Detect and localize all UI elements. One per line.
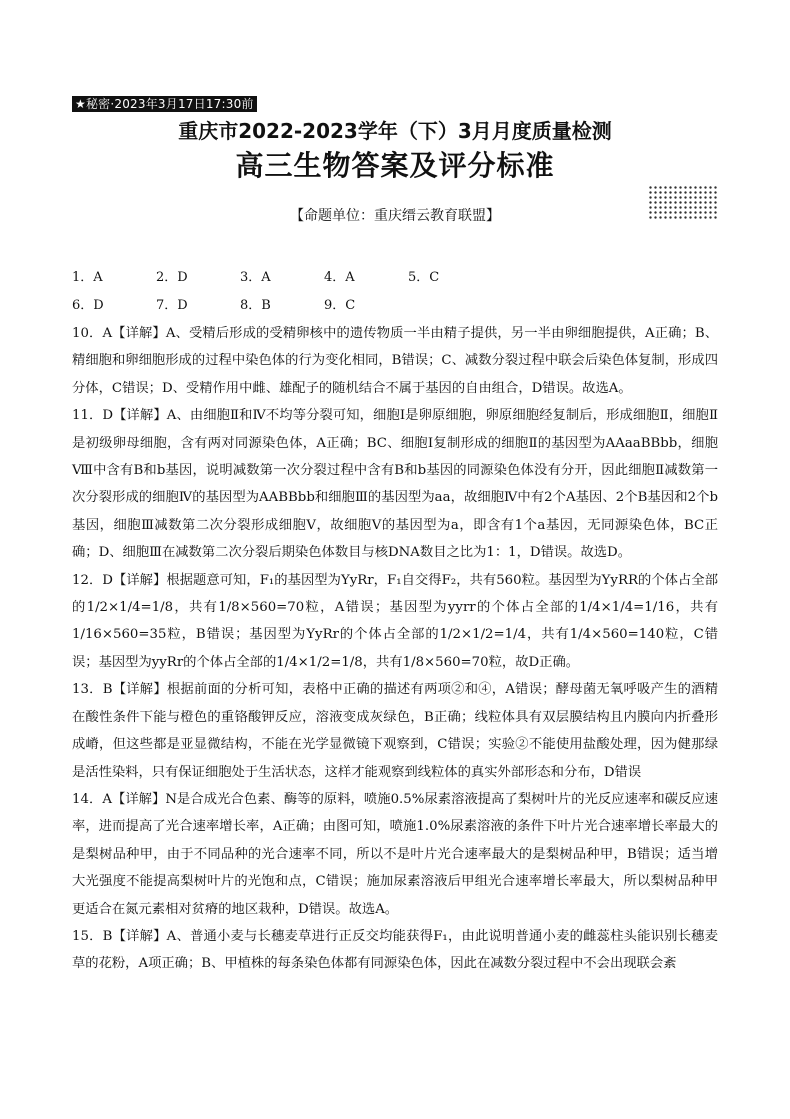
answer-row-1 bbox=[72, 264, 492, 292]
answer-item: 9．C bbox=[324, 298, 356, 313]
answer-item: 7．D bbox=[156, 298, 188, 313]
answer-item: 4．A bbox=[324, 270, 355, 285]
answer-item: 6．D bbox=[72, 298, 104, 313]
explanation-q14: 14．A【详解】N是合成光合色素、酶等的原料，喷施0.5%尿素溶液提高了梨树叶片的光反应速率和碳反应速率，进而提高了光合速率增长率，A正确；由图可知，喷施1.0%尿素溶液的条件下叶片光合速率增长率最大的是梨树品种甲，由于不同品种的光合速率不同，所以不是叶片光合速率最大的是梨树品种甲，B错误；适当增大光强度不能提高梨树叶片的光饱和点，C错误；施加尿素溶液后甲组光合速率增长率最大，所以梨树品种甲更适合在氮元素相对贫瘠的地区栽种，D错误。故选A。 bbox=[72, 791, 718, 917]
explanation-q13: 13．B【详解】根据前面的分析可知，表格中正确的描述有两项②和④，A错误；酵母菌无氧呼吸产生的酒精在酸性条件下能与橙色的重铬酸钾反应，溶液变成灰绿色，B正确；线粒体具有双层膜结构且内膜向内折叠形成嵴，但这些都是亚显微结构，不能在光学显微镜下观察到，C错误；实验②不能使用盐酸处理，因为健那绿是活性染料，只有保证细胞处于生活状态，这样才能观察到线粒体的真实外部形态和分布，D错误 bbox=[72, 682, 718, 780]
answer-row-2 bbox=[72, 292, 492, 320]
document-title: 高三生物答案及评分标准 bbox=[235, 149, 555, 182]
explanation-q12: 12．D【详解】根据题意可知，F₁的基因型为YyRr，F₁自交得F₂，共有560粒。基因型为YyRR的个体占全部的1/2×1/4=1/8，共有1/8×560=70粒，A错误；基因型为yyrr的个体占全部的1/4×1/4=1/16，共有1/16×560=35粒，B错误；基因型为YyRr的个体占全部的1/2×1/2=1/4，共有1/4×560=140粒，C错误；基因型为yyRr的个体占全部的1/4×1/2=1/8，共有1/8×560=70粒，故D正确。 bbox=[72, 572, 718, 670]
explanation-q10: 10．A【详解】A、受精后形成的受精卵核中的遗传物质一半由精子提供，另一半由卵细胞提供，A正确；B、精细胞和卵细胞形成的过程中染色体的行为变化相同，B错误；C、减数分裂过程中联会后染色体复制，形成四分体，C错误；D、受精作用中雌、雄配子的随机结合不属于基因的自由组合，D错误。故选A。 bbox=[72, 326, 718, 396]
explanation-q15: 15．B【详解】A、普通小麦与长穗麦草进行正反交均能获得F₁，由此说明普通小麦的雌蕊柱头能识别长穗麦草的花粉，A项正确；B、甲植株的每条染色体都有同源染色体，因此在减数分裂过程中不会出现联会紊 bbox=[72, 928, 718, 972]
secret-label: ★秘密·2023年3月17日17:30前 bbox=[72, 96, 257, 112]
answer-item: 5．C bbox=[408, 270, 440, 285]
exam-title: 重庆市2022-2023学年（下）3月月度质量检测 bbox=[178, 119, 612, 143]
answer-item: 2．D bbox=[156, 270, 188, 285]
explanations bbox=[72, 320, 718, 978]
issuing-unit: 【命题单位：重庆缙云教育联盟】 bbox=[290, 208, 500, 224]
answer-item: 3．A bbox=[240, 270, 271, 285]
answer-item: 8．B bbox=[240, 298, 271, 313]
multiple-choice-answers bbox=[72, 264, 492, 320]
explanation-q11: 11．D【详解】A、由细胞Ⅱ和Ⅳ不均等分裂可知，细胞Ⅰ是卵原细胞，卵原细胞经复制后，形成细胞Ⅱ，细胞Ⅱ是初级卵母细胞，含有两对同源染色体，A正确；BC、细胞Ⅰ复制形成的细胞Ⅱ的基因型为AAaaBBbb，细胞Ⅷ中含有B和b基因，说明减数第一次分裂过程中含有B和b基因的同源染色体没有分开，因此细胞Ⅱ减数第一次分裂形成的细胞Ⅳ的基因型为AABBbb和细胞Ⅲ的基因型为aa，故细胞Ⅳ中有2个A基因、2个B基因和2个b基因，细胞Ⅲ减数第二次分裂形成细胞Ⅴ，故细胞Ⅴ的基因型为a，即含有1个a基因，无同源染色体，BC正确；D、细胞Ⅲ在减数第二次分裂后期染色体数目与核DNA数目之比为1：1，D错误。故选D。 bbox=[72, 408, 718, 561]
answer-item: 1．A bbox=[72, 270, 103, 285]
